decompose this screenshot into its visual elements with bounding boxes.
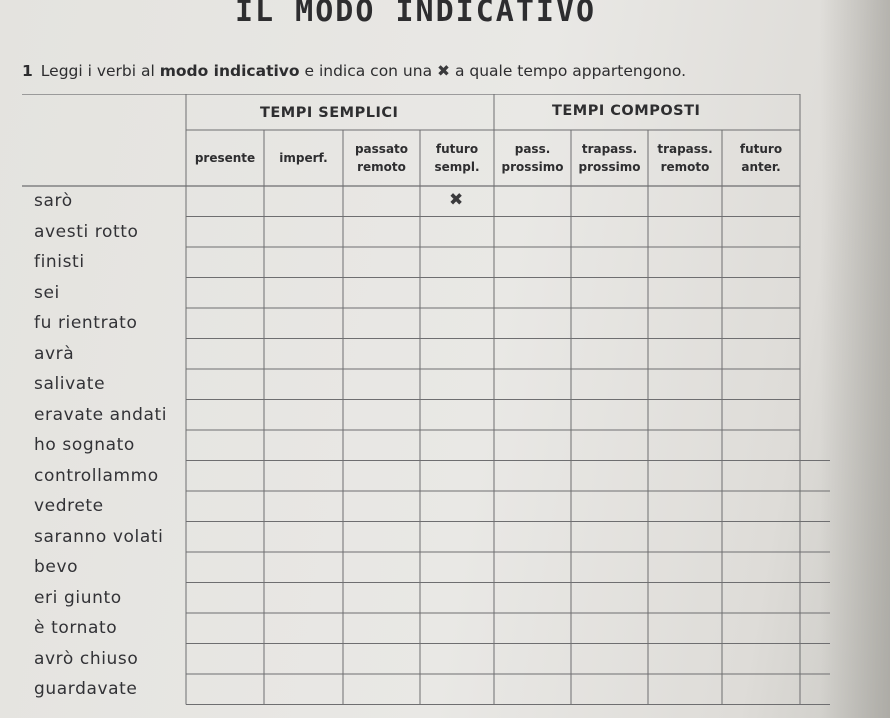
x-mark-icon: ✖ [437, 62, 451, 80]
verb-label: saranno volati [34, 526, 164, 547]
column-header-line1: imperf. [279, 151, 328, 165]
column-header [571, 140, 648, 176]
column-header-line2: prossimo [501, 160, 564, 174]
column-header-line1: futuro [435, 142, 479, 156]
verb-label: eravate andati [34, 404, 168, 425]
column-header [343, 140, 420, 176]
column-header-line1: futuro [739, 142, 783, 156]
example-x-mark-icon: ✖ [449, 190, 464, 210]
group-header-tempi-semplici: TEMPI SEMPLICI [260, 105, 399, 121]
column-header-line2: remoto [357, 160, 406, 174]
group-header-tempi-composti: TEMPI COMPOSTI [552, 103, 701, 119]
verb-label: avrò chiuso [34, 648, 139, 669]
column-header [186, 149, 264, 167]
verb-label: sarò [34, 191, 73, 211]
verb-label: finisti [34, 252, 85, 272]
column-header-line1: pass. [514, 142, 551, 156]
verb-label: eri giunto [34, 587, 122, 608]
column-header-line2: prossimo [578, 160, 641, 174]
instruction-text-bold: modo indicativo [159, 62, 300, 80]
instruction-text-mid: e indica con una [299, 62, 438, 80]
column-header-line1: presente [194, 151, 256, 165]
verb-label: vedrete [34, 496, 104, 516]
verb-label: fu rientrato [34, 313, 138, 333]
verb-label: controllammo [34, 465, 159, 486]
exercise-number: 1 [22, 62, 33, 80]
verb-label: guardavate [34, 679, 138, 699]
column-header [420, 140, 494, 176]
verb-label: sei [34, 282, 60, 303]
verb-label: avesti rotto [34, 221, 139, 242]
verb-label: bevo [34, 557, 79, 577]
column-header [722, 140, 800, 176]
column-header-line2: sempl. [434, 160, 480, 174]
column-header [648, 140, 722, 176]
verb-label: salivate [34, 374, 106, 394]
verb-table [0, 94, 870, 718]
column-header [494, 140, 571, 176]
instruction-text-post: a quale tempo appartengono. [450, 62, 687, 80]
column-header-line2: anter. [741, 160, 781, 174]
column-header-line1: trapass. [581, 142, 638, 156]
instruction-text-pre: Leggi i verbi al [40, 62, 160, 80]
column-header-line2: remoto [660, 160, 710, 174]
exercise-instruction [22, 62, 686, 80]
column-header-line1: passato [354, 142, 409, 156]
verb-label: ho sognato [34, 435, 135, 455]
verb-label: avrà [34, 343, 75, 364]
column-header-line1: trapass. [657, 142, 713, 156]
verb-label: è tornato [34, 618, 118, 638]
page-title: IL MODO INDICATIVO [235, 0, 597, 29]
column-header [264, 149, 343, 167]
